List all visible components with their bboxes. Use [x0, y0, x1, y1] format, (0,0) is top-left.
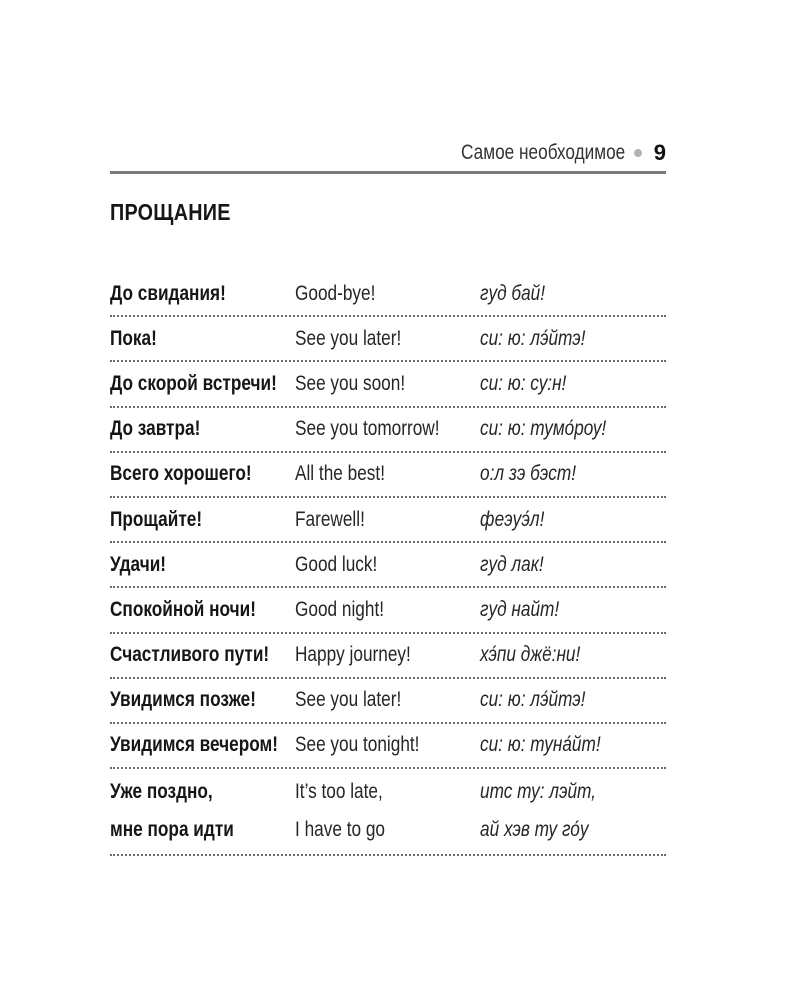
phrase-row	[110, 634, 666, 679]
english-phrase: Good night!	[295, 597, 385, 621]
english-phrase: Good-bye!	[295, 281, 376, 305]
transcription: хэ́пи джё:ни!	[480, 643, 581, 667]
bullet-dot-icon	[634, 149, 642, 157]
phrase-row	[110, 769, 666, 856]
english-phrase: See you tomorrow!	[295, 417, 440, 441]
english-phrase: See you soon!	[295, 371, 406, 395]
phrase-row	[110, 543, 666, 588]
russian-phrase: Счастливого пути!	[110, 643, 270, 667]
section-title: ПРОЩАНИЕ	[110, 199, 231, 225]
phrase-row	[110, 317, 666, 362]
transcription: си: ю: туна́йт!	[480, 733, 601, 757]
russian-phrase: Увидимся позже!	[110, 688, 256, 712]
russian-phrase: До свидания!	[110, 281, 226, 305]
phrase-row	[110, 724, 666, 769]
russian-phrase: Удачи!	[110, 552, 167, 576]
transcription: о:л зэ бэст!	[480, 462, 577, 486]
transcription: си: ю: су:н!	[480, 371, 567, 395]
transcription: феэуэ́л!	[480, 507, 545, 531]
russian-phrase: Увидимся вечером!	[110, 733, 279, 757]
page-header	[110, 138, 666, 174]
phrase-row	[110, 408, 666, 453]
russian-phrase: До скорой встречи!	[110, 371, 277, 395]
running-title: Самое необходимое	[461, 140, 626, 164]
russian-phrase: Всего хорошего!	[110, 462, 252, 486]
phrase-row	[110, 679, 666, 724]
english-phrase: See you later!	[295, 326, 402, 350]
transcription: си: ю: лэ́йтэ!	[480, 326, 586, 350]
english-phrase: Happy journey!	[295, 643, 411, 667]
english-phrase: It’s too late, I have to go	[295, 780, 385, 842]
transcription: гуд бай!	[480, 281, 546, 305]
phrase-row	[110, 453, 666, 498]
transcription: гуд найт!	[480, 597, 560, 621]
russian-phrase: Прощайте!	[110, 507, 203, 531]
russian-phrase: Спокойной ночи!	[110, 597, 256, 621]
phrase-row	[110, 362, 666, 407]
transcription: си: ю: лэ́йтэ!	[480, 688, 586, 712]
english-phrase: All the best!	[295, 462, 385, 486]
english-phrase: Good luck!	[295, 552, 378, 576]
phrase-row	[110, 272, 666, 317]
english-phrase: Farewell!	[295, 507, 365, 531]
transcription: гуд лак!	[480, 552, 544, 576]
russian-phrase: Уже поздно, мне пора идти	[110, 780, 234, 842]
russian-phrase: До завтра!	[110, 417, 201, 441]
russian-phrase: Пока!	[110, 326, 157, 350]
page-number: 9	[653, 139, 666, 165]
english-phrase: See you tonight!	[295, 733, 420, 757]
phrase-row	[110, 588, 666, 633]
english-phrase: See you later!	[295, 688, 402, 712]
phrase-row	[110, 498, 666, 543]
transcription: итс ту: лэйт, ай хэв ту го́у	[480, 780, 596, 842]
phrase-table	[110, 272, 666, 856]
transcription: си: ю: тумо́роу!	[480, 417, 607, 441]
